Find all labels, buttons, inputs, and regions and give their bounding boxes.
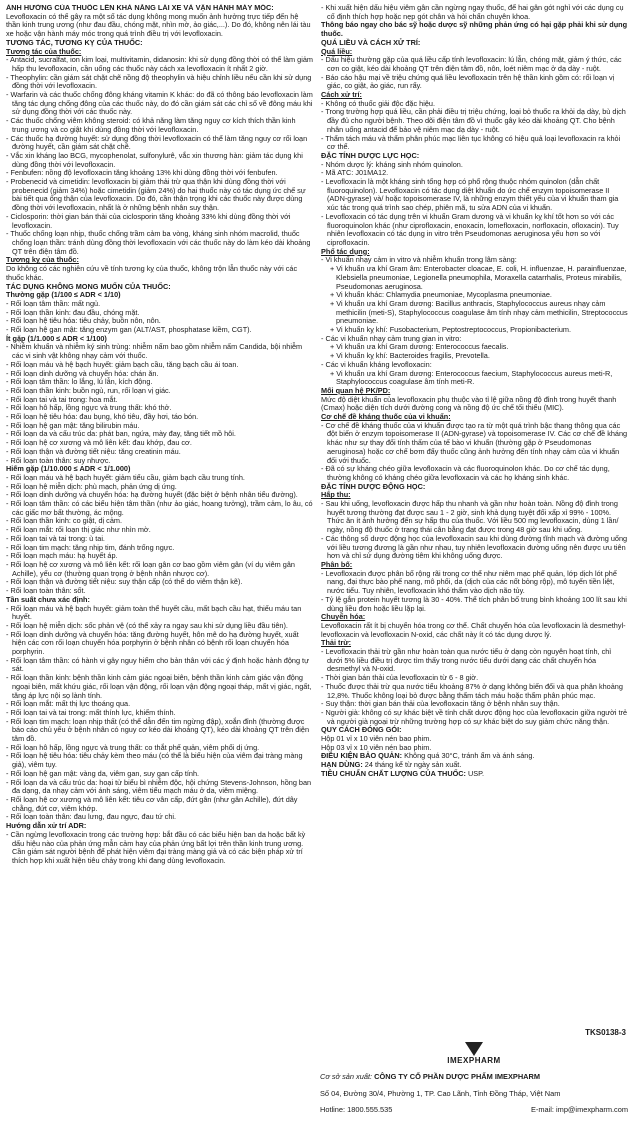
list-item: - Rối loạn hệ miễn dịch: sốc phản vệ (có thể xảy ra ngay sau khi sử dụng liều đầu tiên). (6, 620, 288, 630)
adr-rare-list (6, 474, 313, 596)
list-item: - Khi xuất hiện dấu hiệu viêm gân cần ngừng ngay thuốc, để hai gân gót nghỉ với các dụng cụ cố định thích hợp hoặc nẹp gót chân và hỏi chẩn chuyên khoa. (321, 4, 624, 21)
quality-standard-label: TIÊU CHUẨN CHẤT LƯỢNG CỦA THUỐC: (321, 768, 466, 778)
list-item: - Rối loạn mạch máu: hạ huyết áp. (6, 551, 118, 561)
list-item: - Không có thuốc giải độc đặc hiệu. (321, 98, 435, 108)
list-item: - Rối loạn tâm thần: có các biểu hiện tâm thần (như ảo giác, hoang tưởng), trầm cảm, lo âu, có các giấc mơ bất thường, ác mộng. (6, 499, 313, 517)
list-item: - Rối loạn tai và tai trong: hoa mắt. (6, 394, 118, 404)
adr-rare-title: Hiếm gặp (1/10.000 ≤ ADR < 1/1.000) (6, 464, 131, 474)
list-item: - Rối loạn tim mạch: loạn nhịp thất (có thể dẫn đến tim ngừng đập), xoắn đỉnh (thường được báo cáo chủ yếu ở bệnh nhân có nguy cơ kéo dài khoảng QT), kéo dài khoảng QT trên điện tâm đồ. (6, 716, 310, 744)
list-item: - Rối loạn tâm thần: mất ngủ. (6, 298, 101, 308)
brand-logo (320, 1042, 628, 1065)
list-item: + Vi khuẩn ưa khí Gram dương: Enterococcus faecalis. (330, 342, 509, 352)
adr-unknown-title: Tần suất chưa xác định: (6, 594, 90, 604)
sub-elimination: Thải trừ: (321, 638, 352, 648)
quality-standard-value: USP. (468, 768, 485, 778)
list-item: - Rối loạn tâm thần: lo lắng, lú lẫn, kích động. (6, 377, 153, 387)
list-item: - Rối loạn da và cấu trúc da: hoại tử biểu bì nhiễm độc, hội chứng Stevens-Johnson, hồng ban đa dạng, da nhạy cảm với ánh sáng, viêm tiểu mạch máu ở da, viêm miệng. (6, 777, 312, 796)
maker-name: CÔNG TY CỔ PHẦN DƯỢC PHẨM IMEXPHARM (374, 1072, 541, 1082)
list-item: + Vi khuẩn kỵ khí: Fusobacterium, Peptostreptococcus, Propionibacterium. (330, 325, 571, 335)
list-item: - Thuốc chống loạn nhịp, thuốc chống trầm cảm ba vòng, kháng sinh nhóm macrolid, thuốc chống loạn thần: tránh dùng đồng thời levofloxacin với các thuốc này do làm kéo dài khoảng QT trên điện tâm đồ. (6, 229, 311, 256)
list-item: - Suy thận: thời gian bán thải của levofloxacin tăng ở bệnh nhân suy thận. (321, 699, 560, 709)
pkpd-text: Mức độ diệt khuẩn của levofloxacin phụ thuộc vào tỉ lệ giữa nồng độ đỉnh trong huyết thanh (Cmax) hoặc diện tích dưới đường cong và nồng độ ức chế tối thiểu (MIC). (321, 394, 617, 413)
elimination-list (321, 648, 628, 726)
list-item: - Rối loạn dinh dưỡng và chuyển hóa: chán ăn. (6, 368, 159, 378)
sub-distribution: Phân bố: (321, 560, 353, 569)
sub-resistance: Cơ chế đề kháng thuốc của vi khuẩn: (321, 412, 451, 422)
list-item: - Các vi khuẩn kháng levofloxacin: (321, 359, 432, 369)
list-item: - Mã ATC: J01MA12. (321, 168, 389, 178)
list-item: - Cần ngừng levofloxacin trong các trường hợp: bắt đầu có các biểu hiện ban da hoặc bất kỳ dấu hiệu nào của phản ứng mẫn cảm hay của phản ứng bất lợi trên thần kinh trung ương. Cần giám sát người bệnh để phát hiện viêm đại tràng màng giả và có các biện pháp xử trí thích hợp khi xuất hiện tiêu chảy trong khi đang dùng levofloxacin. (6, 829, 306, 865)
manufacturer-footer (320, 1042, 628, 1114)
heading-overdose: QUÁ LIỀU VÀ CÁCH XỬ TRÍ: (321, 37, 421, 47)
adr-management-list (6, 831, 313, 866)
list-item: - Rối loạn hệ gan mật: tăng bilirubin máu. (6, 420, 140, 430)
list-item: - Fenbufen: nồng độ levofloxacin tăng khoảng 13% khi dùng đồng thời với fenbufen. (6, 168, 278, 178)
list-item: - Antacid, sucralfat, ion kim loại, multivitamin, didanosin: khi sử dụng đồng thời có thể làm giảm hấp thu levofloxacin, cần uống các thuốc này cách xa levofloxacin ít nhất 2 giờ. (6, 55, 313, 73)
imexpharm-logo-icon (465, 1042, 483, 1056)
list-item: - Rối loạn dinh dưỡng và chuyển hóa: tăng đường huyết, hôn mê do hạ đường huyết, xuất hiện các cơn rối loạn chuyển hóa porphyrin ở bệnh nhân có bệnh rối loạn chuyển hóa porphyrin. (6, 629, 299, 657)
heading-adr: TÁC DỤNG KHÔNG MONG MUỐN CỦA THUỐC: (6, 281, 171, 291)
sub-incompat: Tương kỵ của thuốc: (6, 255, 79, 265)
heading-packaging: QUY CÁCH ĐÓNG GÓI: (321, 725, 402, 735)
sub-absorption: Hấp thu: (321, 490, 351, 500)
list-item: - Nhóm dược lý: kháng sinh nhóm quinolon. (321, 159, 463, 169)
email: E-mail: imp@imexpharm.com (530, 1105, 628, 1115)
adr-uncommon-title: Ít gặp (1/1.000 ≤ ADR < 1/100) (6, 333, 107, 343)
list-item: - Thời gian bán thải của levofloxacin từ 6 - 8 giờ. (321, 673, 479, 683)
list-item: - Theophylin: cần giám sát chặt chẽ nồng độ theophylin và hiệu chỉnh liều nếu cần khi sử dụng đồng thời với levofloxacin. (6, 72, 312, 91)
shelf-life-value: 24 tháng kể từ ngày sản xuất. (364, 760, 462, 770)
maker-line (320, 1072, 628, 1081)
list-item: - Rối loạn thận và đường tiết niệu: tăng creatinin máu. (6, 446, 181, 456)
pharmacodynamics-list (321, 161, 628, 248)
list-item: - Rối loạn hệ cơ xương và mô liên kết: đau khớp, đau cơ. (6, 438, 192, 448)
absorption-list (321, 500, 628, 561)
list-item: - Rối loạn máu và hệ bạch huyết: giảm tiểu cầu, giảm bạch cầu trung tính. (6, 472, 245, 482)
list-item: - Thẩm tách máu và thẩm phân phúc mạc liên tục không có hiệu quả loại levofloxacin ra khỏi cơ thể. (321, 133, 621, 152)
document-code: TKS0138-3 (585, 1028, 626, 1037)
list-item: - Rối loạn toàn thân: sốt. (6, 586, 86, 596)
shelf-life-label: HẠN DÙNG: (321, 760, 363, 770)
list-item: - Rối loạn hệ tiêu hóa: tiêu chảy, buồn nôn, nôn. (6, 316, 161, 326)
list-item: - Probenecid và cimetidin: levofloxacin bị giảm thải trừ qua thận khi dùng đồng thời với probenecid (giảm 34%) hoặc cimetidin (giảm 24%) do hai thuốc này có tác dụng ức chế sự bài tiết qua ống thận của levofloxacin. Do đó, cần thận trọng khi các thuốc này được dùng đồng thời với levofloxacin, nhất là ở những bệnh nhân suy thận. (6, 177, 306, 213)
list-item: - Thuốc được thải trừ qua nước tiểu khoảng 87% ở dạng không biến đổi và qua phân khoảng 12,8%. Thuốc không loại bỏ được bằng thẩm tách máu hoặc thẩm phân phúc mạc. (321, 681, 623, 700)
list-item: - Rối loạn hệ cơ xương và mô liên kết: tiêu cơ vân cấp, đứt gân (như gân Achille), đứt dây chằng, đứt cơ, viêm khớp. (6, 794, 298, 813)
adr-common-list (6, 300, 313, 335)
maker-address: Số 04, Đường 30/4, Phường 1, TP. Cao Lãnh, Tỉnh Đồng Tháp, Việt Nam (320, 1088, 561, 1098)
list-item: - Cơ chế đề kháng thuốc của vi khuẩn được tạo ra từ một quá trình bậc thang thông qua các đột biến ở enzym topoisomerase II (ADN-gyrase) và topoisomerase IV. Các cơ chế đề kháng khác như sự thay đổi tính thấm của tế bào vi khuẩn (thường gặp ở Pseudomonas aeruginosa) hoặc cơ chế bơm đẩy thuốc cũng ảnh hưởng đến tính nhạy cảm của vi khuẩn đối với thuốc. (321, 420, 628, 465)
packaging-2: Hộp 03 vỉ x 10 viên nén bao phim. (321, 742, 432, 752)
list-item: - Rối loạn toàn thân: suy nhược. (6, 455, 111, 465)
list-item: - Levofloxacin được phân bố rộng rãi trong cơ thể như niêm mạc phế quản, lớp dịch lót phế nang, đại thực bào phế nang, mô phổi, da (dịch của các nốt bỏng rộp), mô tuyến tiền liệt, nước tiểu. Tuy nhiên, levofloxacin khó thấm vào dịch não tủy. (321, 568, 617, 596)
driving-text: Levofloxacin có thể gây ra một số tác dụng không mong muốn ảnh hưởng trực tiếp đến hệ thần kinh trung ương (như đau đầu, chóng mặt, nhìn mờ, ảo giác,...). Do đó, không nên lái tàu xe hoặc vận hành máy móc trong quá trình điều trị với levofloxacin. (6, 11, 311, 39)
sub-metabolism: Chuyển hóa: (321, 612, 366, 622)
sub-treatment: Cách xử trí: (321, 90, 362, 100)
adr-management-title: Hướng dẫn xử trí ADR: (6, 821, 87, 831)
columns (6, 4, 632, 1084)
list-item: + Vi khuẩn kỵ khí: Bacteroides fragilis, Prevotella. (330, 351, 490, 361)
list-item: - Tỷ lệ gắn protein huyết tương là 30 - 40%. Thể tích phân bố trung bình khoảng 100 lít sau khi dùng liều đơn hoặc liều lặp lại. (321, 594, 627, 613)
list-item: - Báo cáo hậu mại về triệu chứng quá liều levofloxacin trên hệ thần kinh gồm có: rối loạn vị giác, co giật, ảo giác, run rẩy. (321, 72, 615, 91)
incompat-text: Do không có các nghiên cứu về tính tương kỵ của thuốc, không trộn lẫn thuốc này với các thuốc khác. (6, 264, 298, 282)
list-item: - Rối loạn hệ cơ xương và mô liên kết: rối loạn gân cơ bao gồm viêm gân (ví dụ viêm gân Achille), yếu cơ (thường quan trọng ở bệnh nhân nhược cơ). (6, 560, 295, 578)
list-item: - Rối loạn thần kinh: bệnh thần kinh cảm giác ngoại biên, bệnh thần kinh cảm giác vận động ngoại biên, mất khứu giác, rối loạn vận động, rối loạn vận động ngoại tháp, mất vị giác, ngất, tăng áp lực nội sọ lành tính. (6, 673, 312, 700)
packaging-1: Hộp 01 vỉ x 10 viên nén bao phim. (321, 734, 432, 744)
list-item: - Rối loạn tâm thần: có hành vi gây nguy hiểm cho bản thân với các ý định hoặc hành động tự sát. (6, 655, 309, 674)
list-item: - Rối loạn thần kinh: co giật, dị cảm. (6, 516, 122, 526)
list-item: - Rối loạn hệ miễn dịch: phù mạch, phản ứng dị ứng. (6, 481, 177, 491)
list-item: - Rối loạn tim mạch: tăng nhịp tim, đánh trống ngực. (6, 542, 175, 552)
list-item: - Vắc xin kháng lao BCG, mycophenolat, sulfonylurê, vắc xin thương hàn: giảm tác dụng khi dùng đồng thời với levofloxacin. (6, 150, 303, 169)
list-item: - Rối loạn hệ gan mật: vàng da, viêm gan, suy gan cấp tính. (6, 768, 200, 778)
sub-pkpd: Mối quan hệ PK/PD: (321, 385, 391, 395)
resistance-list (321, 422, 628, 483)
sub-overdose: Quá liều: (321, 46, 353, 56)
list-item: - Các vi khuẩn nhạy cảm trung gian in vitro: (321, 333, 462, 343)
list-item: - Rối loạn hệ tiêu hóa: đau bụng, khó tiêu, đầy hơi, táo bón. (6, 412, 199, 422)
list-item: - Rối loạn máu và hệ bạch huyết: giảm toàn thể huyết cầu, mất bạch cầu hạt, thiếu máu tan huyết. (6, 603, 302, 622)
list-item: - Rối loạn thần kinh: đau đầu, chóng mặt. (6, 307, 140, 317)
brand-name: IMEXPHARM (447, 1056, 501, 1065)
report-notice: Thông báo ngay cho bác sỹ hoặc dược sỹ những phản ứng có hại gặp phải khi sử dụng thuốc. (321, 20, 628, 39)
adr-unknown-list (6, 605, 313, 823)
spectrum-list (321, 256, 628, 387)
list-item: - Sau khi uống, levofloxacin được hấp thu nhanh và gần như hoàn toàn. Nồng độ đỉnh trong huyết tương thường đạt được sau 1 - 2 giờ, sinh khả dụng tuyệt đối xấp xỉ 99% - 100%. Thức ăn ít ảnh hưởng đến sự hấp thu của thuốc. Với liều 500 mg levofloxacin, dùng 1 lần/ ngày, nồng độ thuốc ở trạng thái cân bằng đạt được trong 48 giờ sau khi uống. (321, 499, 619, 535)
adr-common-title: Thường gặp (1/100 ≤ ADR < 1/10) (6, 290, 121, 300)
storage-label: ĐIỀU KIỆN BẢO QUẢN: (321, 751, 403, 761)
heading-pharmacokinetics: ĐẶC TÍNH DƯỢC ĐỘNG HỌC: (321, 481, 426, 491)
storage-value: Không quá 30°C, tránh ẩm và ánh sáng. (404, 751, 535, 761)
maker-label: Cơ sở sản xuất: (320, 1072, 373, 1082)
list-item: - Rối loạn mắt: rối loạn thị giác như nhìn mờ. (6, 525, 151, 535)
interaction-list (6, 56, 313, 256)
contact-row (320, 1105, 628, 1114)
heading-pharmacodynamics: ĐẶC TÍNH DƯỢC LỰC HỌC: (321, 150, 420, 160)
list-item: - Rối loạn hô hấp, lồng ngực và trung thất: khó thở. (6, 403, 172, 413)
distribution-list (321, 570, 628, 614)
list-item: - Levofloxacin thải trừ gần như hoàn toàn qua nước tiểu ở dạng còn nguyên hoạt tính, chỉ dưới 5% liều điều trị được tìm thấy trong nước tiểu dưới dạng các chất chuyển hóa desmethyl và N-oxid. (321, 647, 611, 674)
list-item: - Rối loạn hệ tiêu hóa: tiêu chảy kèm theo máu (có thể là biểu hiện của viêm đại tràng màng giả), viêm tụy. (6, 751, 303, 770)
right-column (321, 4, 628, 1084)
left-column (6, 4, 313, 1084)
tendon-advice (321, 4, 628, 21)
list-item: - Rối loạn tai và tai trong: mất thính lực, khiếm thính. (6, 707, 176, 717)
adr-uncommon-list (6, 343, 313, 465)
list-item: - Đã có sự kháng chéo giữa levofloxacin và các fluoroquinolon khác. Do cơ chế tác dụng, thường không có kháng chéo giữa levofloxacin và các họ kháng sinh khác. (321, 464, 610, 482)
list-item: - Ciclosporin: thời gian bán thải của ciclosporin tăng khoảng 33% khi dùng đồng thời với levofloxacin. (6, 211, 291, 230)
list-item: - Warfarin và các thuốc chống đông kháng vitamin K khác: do đã có thông báo levofloxacin làm tăng tác dụng chống đông của các thuốc này, do đó cần giám sát các chỉ số về đông máu khi sử dụng đồng thời với các thuốc này. (6, 90, 313, 117)
list-item: - Rối loạn hệ gan mật: tăng enzym gan (ALT/AST, phosphatase kiềm, CGT). (6, 325, 252, 335)
list-item: - Rối loạn dinh dưỡng và chuyển hóa: hạ đường huyết (đặc biệt ở bệnh nhân tiểu đường). (6, 490, 298, 500)
list-item: - Rối loạn thận và đường tiết niệu: suy thận cấp (có thể do viêm thận kẽ). (6, 577, 243, 587)
list-item: - Rối loạn da và cấu trúc da: phát ban, ngứa, mày đay, tăng tiết mồ hôi. (6, 429, 236, 439)
list-item: - Rối loạn tai và tai trong: ù tai. (6, 533, 105, 543)
list-item: - Người già: không có sự khác biệt về tính chất dược động học của levofloxacin giữa người trẻ và người già ngoại trừ những trường hợp có sự khác biệt do suy giảm chức năng thận. (321, 707, 628, 726)
list-item: - Rối loạn hô hấp, lồng ngực và trung thất: co thắt phế quản, viêm phổi dị ứng. (6, 742, 260, 752)
list-item: - Các thuốc chống viêm không steroid: có khả năng làm tăng nguy cơ kích thích thần kinh trung ương và co giật khi dùng đồng thời với levofloxacin. (6, 116, 296, 134)
metabolism-text: Levofloxacin rất ít bị chuyển hóa trong cơ thể. Chất chuyển hóa của levofloxacin là desmethyl-levofloxacin và levofloxacin N-oxid, các chất này ít có tác dụng dược lý. (321, 620, 626, 639)
list-item: - Nhiễm khuẩn và nhiễm ký sinh trùng: nhiễm nấm bao gồm nhiễm nấm Candida, bội nhiễm các vi sinh vật không nhạy cảm với thuốc. (6, 342, 303, 361)
heading-driving: ẢNH HƯỞNG CỦA THUỐC LÊN KHẢ NĂNG LÁI XE VÀ VẬN HÀNH MÁY MÓC: (6, 4, 274, 12)
list-item: + Vi khuẩn ưa khí Gram âm: Enterobacter cloacae, E. coli, H. influenzae, H. parainfluenzae, Klebsiella pneumoniae, Legionella pneumophila, Moraxella catarrhalis, Proteus mirabilis, Pseudomonas aeruginosa. (330, 264, 627, 291)
sub-interactions: Tương tác của thuốc: (6, 46, 82, 56)
list-item: - Dấu hiệu thường gặp của quá liều cấp tính levofloxacin: lú lẫn, chóng mặt, giảm ý thức, các cơn co giật, kéo dài khoảng QT trên điện tâm đồ, nôn, loét niêm mạc ở dạ dày - ruột. (321, 55, 622, 73)
list-item: - Các thông số dược động học của levofloxacin sau khi dùng đường tĩnh mạch và đường uống với liều tương đương là gần như nhau, tuy nhiên levofloxacin đường uống nên được ưu tiên hơn và chỉ sử dụng đường tiêm khi không uống được. (321, 533, 628, 561)
list-item: + Vi khuẩn ưa khí Gram dương: Bacillus anthracis, Staphylococcus aureus nhạy cảm methicilin (meti-S), Staphylococcus coagulase âm tính nhạy cảm methicilin, Streptococcus pneumoniae. (330, 298, 628, 326)
list-item: - Rối loạn mắt: mất thị lực thoáng qua. (6, 699, 131, 709)
sub-spectrum: Phổ tác dụng: (321, 246, 370, 256)
list-item: - Rối loạn máu và hệ bạch huyết: giảm bạch cầu, tăng bạch cầu ái toan. (6, 359, 239, 369)
list-item: - Vi khuẩn nhạy cảm in vitro và nhiễm khuẩn trong lâm sàng: (321, 255, 517, 265)
heading-interactions: TƯƠNG TÁC, TƯƠNG KỴ CỦA THUỐC: (6, 37, 143, 47)
quality-standard (321, 770, 628, 779)
treatment-list (321, 100, 628, 152)
list-item: - Levofloxacin là một kháng sinh tổng hợp có phổ rộng thuộc nhóm quinolon (dẫn chất fluoroquinolon). Levofloxacin có tác dụng diệt khuẩn do ức chế enzym topoisomerase II (ADN-gyrase) và/ hoặc topoisomerase IV, là những enzym thiết yếu của vi khuẩn tham gia xúc tác trong quá trình sao chép, phiên mã, tu sửa ADN của vi khuẩn. (321, 177, 619, 213)
list-item: - Levofloxacin có tác dụng trên vi khuẩn Gram dương và vi khuẩn kỵ khí tốt hơn so với các fluoroquinolon khác (như ciprofloxacin, enoxacin, lomefloxacin, norfloxacin, ofloxacin). Tuy nhiên levofloxacin có tác dụng in vitro trên Pseudomonas aeruginosa yếu hơn so với ciprofloxacin. (321, 211, 619, 247)
hotline: Hotline: 1800.555.535 (320, 1105, 393, 1115)
list-item: - Trong trường hợp quá liều, cần phải điều trị triệu chứng, loại bỏ thuốc ra khỏi dạ dày, bù dịch đầy đủ cho người bệnh. Theo dõi điện tâm đồ vì thuốc gây kéo dài khoảng QT. Cho bệnh nhân uống antacid để bảo vệ niêm mạc dạ dày - ruột. (321, 107, 626, 134)
list-item: - Rối loạn toàn thân: đau lưng, đau ngực, đau tứ chi. (6, 812, 177, 822)
list-item: - Rối loạn thần kinh: buồn ngủ, run, rối loạn vị giác. (6, 385, 171, 395)
list-item: + Vi khuẩn khác: Chlamydia pneumoniae, Mycoplasma pneumoniae. (330, 290, 552, 300)
list-item: + Vi khuẩn ưa khí Gram dương: Enterococcus faecium, Staphylococcus aureus meti-R, Staphylococcus coagulase âm tính meti-R. (330, 368, 613, 387)
overdose-list (321, 56, 628, 91)
list-item: - Các thuốc hạ đường huyết: sử dụng đồng thời levofloxacin có thể làm tăng nguy cơ rối loạn đường huyết, cần giám sát chặt chẽ. (6, 133, 308, 152)
